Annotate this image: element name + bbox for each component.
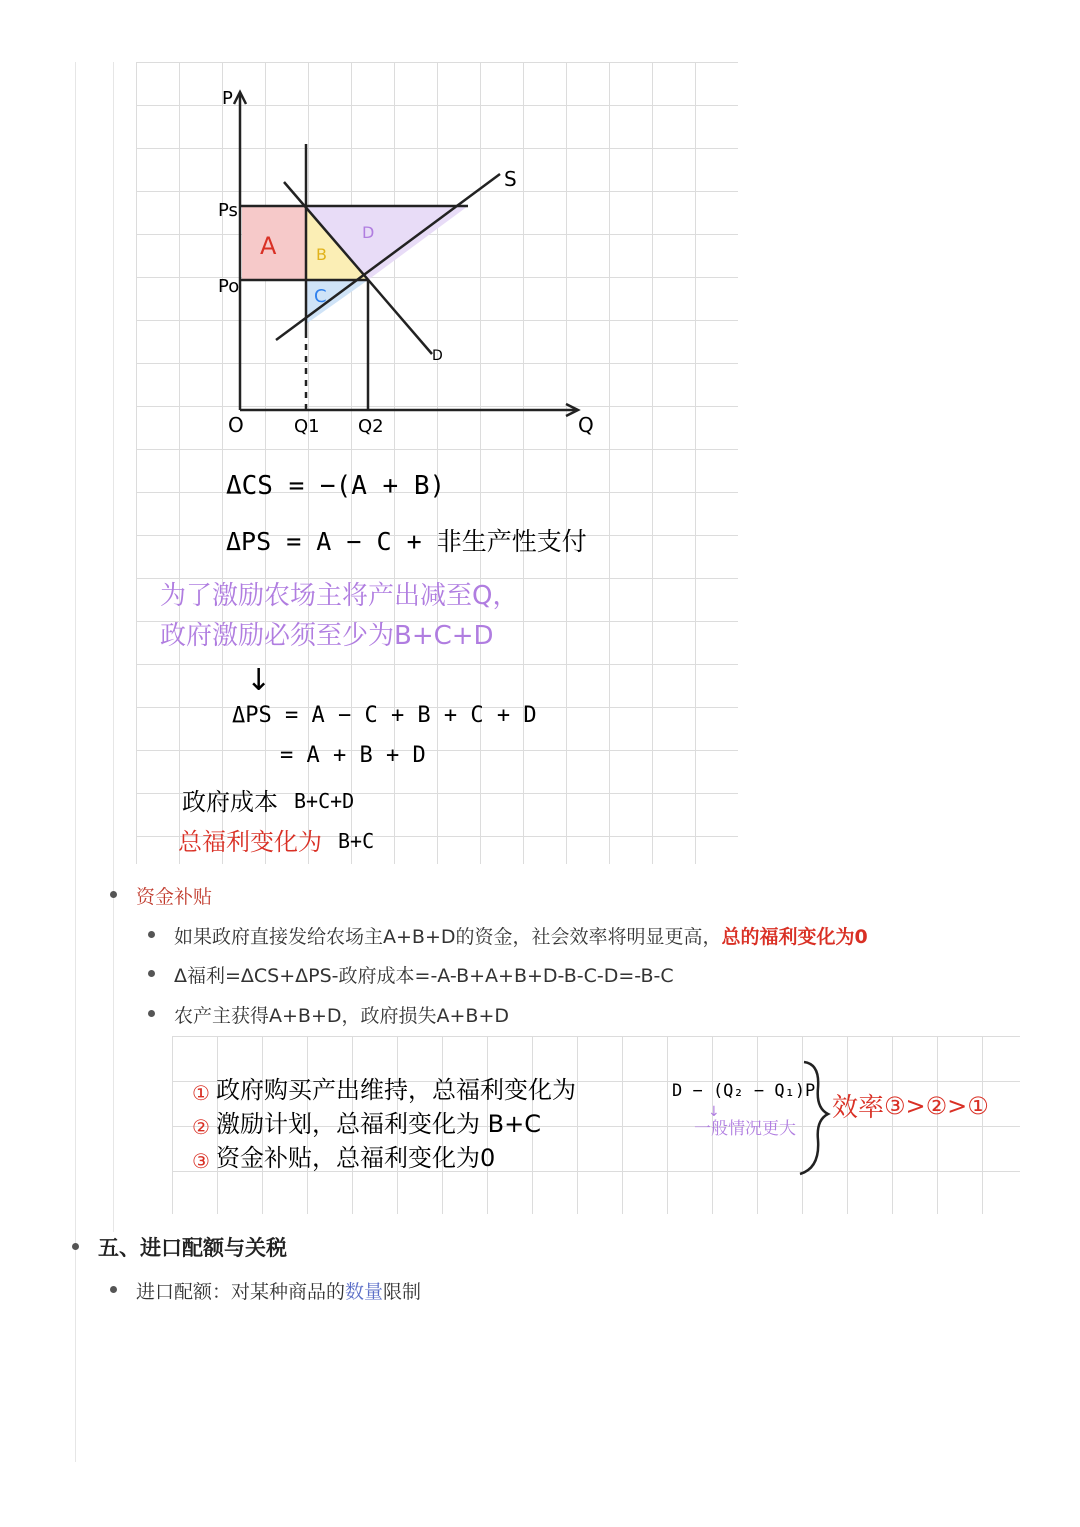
- label-area-c: C: [314, 286, 327, 307]
- label-po: Po: [218, 276, 240, 297]
- summary-num-3: ③: [192, 1149, 210, 1173]
- subsidy-item-2: Δ福利=ΔCS+ΔPS-政府成本=-A-B+A+B+D-B-C-D=-B-C: [174, 965, 674, 987]
- section-5-heading: 五、进口配额与关税: [98, 1236, 287, 1260]
- eq-delta-ps-expanded: ΔPS = A − C + B + C + D: [232, 703, 537, 728]
- summary-num-1: ①: [192, 1081, 210, 1105]
- subsidy-title: 资金补贴: [136, 886, 213, 908]
- summary-svg: [172, 1036, 1020, 1214]
- eq-delta-cs: ΔCS = −(A + B): [226, 471, 446, 501]
- subsidy-item-1: [174, 922, 868, 949]
- gov-cost-label: 政府成本: [182, 788, 278, 816]
- note-text: 一般情况更大: [694, 1119, 796, 1139]
- bullet-subsidy-3: [148, 1010, 155, 1017]
- curly-brace: [800, 1062, 828, 1174]
- outline-guide-outer: [75, 62, 76, 1462]
- summary-formula-1: D − (Q₂ − Q₁)P: [672, 1081, 816, 1101]
- welfare-label: 总福利变化为: [178, 828, 322, 856]
- label-s: S: [504, 167, 517, 191]
- graph-svg: [136, 62, 738, 864]
- summary-line-3: 资金补贴，总福利变化为0: [216, 1144, 496, 1172]
- efficiency-rank: ③>②>①: [884, 1092, 989, 1120]
- import-quota-prefix: 进口配额：对某种商品的: [136, 1281, 346, 1303]
- label-q1: Q1: [294, 416, 320, 437]
- label-area-b: B: [316, 245, 327, 264]
- label-ps: Ps: [218, 200, 238, 221]
- welfare-value: B+C: [338, 829, 375, 853]
- subsidy-item-3: 农产主获得A+B+D，政府损失A+B+D: [174, 1005, 510, 1027]
- bullet-subsidy: [110, 891, 117, 898]
- down-arrow: ↓: [246, 663, 272, 698]
- note-arrow: ↓: [708, 1104, 720, 1120]
- bullet-import-quota: [110, 1286, 117, 1293]
- label-p: P: [222, 88, 233, 109]
- bullet-subsidy-1: [148, 931, 155, 938]
- summary-num-2: ②: [192, 1115, 210, 1139]
- handwritten-graph-sketch: [136, 62, 738, 864]
- summary-line-2: 激励计划，总福利变化为 B+C: [216, 1110, 541, 1138]
- label-q2: Q2: [358, 416, 384, 437]
- efficiency-label: 效率: [832, 1093, 885, 1123]
- subsidy-item-1-emphasis: 总的福利变化为0: [721, 926, 868, 948]
- bullet-section-5: [72, 1243, 79, 1250]
- handwritten-summary-sketch: [172, 1036, 1020, 1214]
- label-d-curve: D: [432, 348, 443, 364]
- purple-note-line2: 政府激励必须至少为B+C+D: [160, 621, 494, 651]
- label-area-d: D: [362, 223, 375, 242]
- label-o: O: [228, 413, 244, 437]
- summary-line-1: 政府购买产出维持，总福利变化为: [216, 1076, 576, 1104]
- label-area-a: A: [260, 232, 277, 260]
- gov-cost-value: B+C+D: [294, 789, 355, 813]
- import-quota-highlight: 数量: [345, 1281, 384, 1303]
- purple-note-line1: 为了激励农场主将产出减至Q，: [160, 581, 519, 611]
- eq-delta-ps: ΔPS = A − C + 非生产性支付: [226, 527, 587, 556]
- bullet-subsidy-2: [148, 970, 155, 977]
- subsidy-item-1-text: 如果政府直接发给农场主A+B+D的资金，社会效率将明显更高，: [174, 926, 722, 948]
- label-q: Q: [578, 413, 594, 437]
- import-quota-item: [136, 1277, 421, 1304]
- eq-delta-ps-result: = A + B + D: [280, 743, 426, 768]
- outline-guide-inner: [113, 62, 114, 1232]
- import-quota-suffix: 限制: [383, 1281, 422, 1303]
